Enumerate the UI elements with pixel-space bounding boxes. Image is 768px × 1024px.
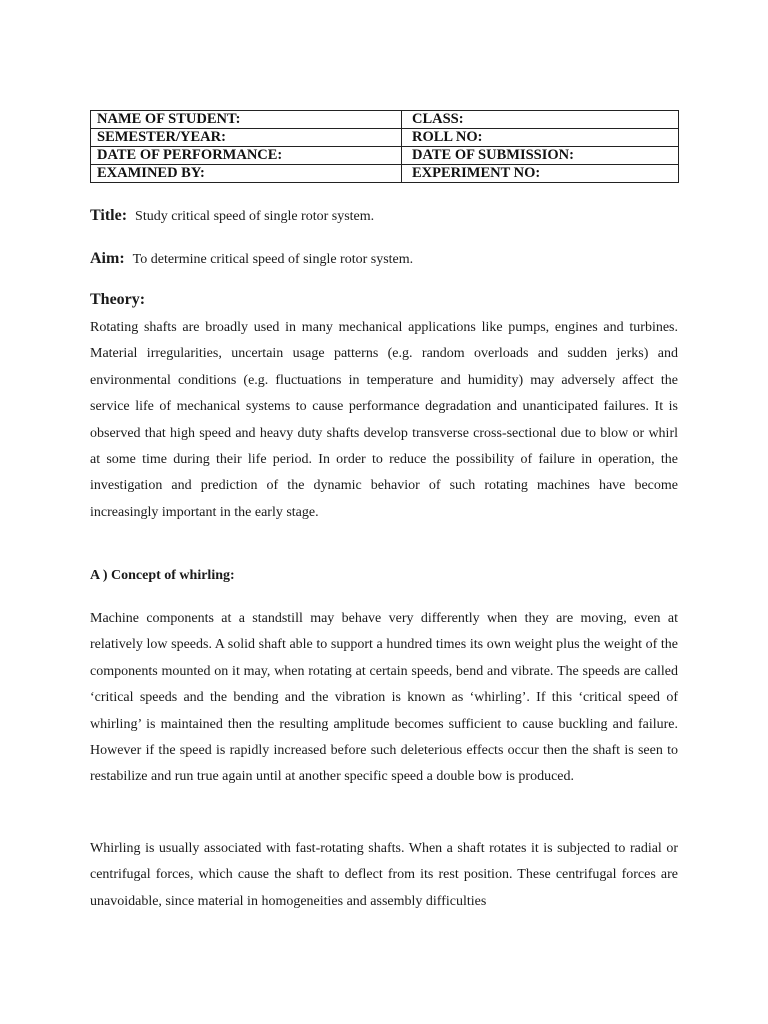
experiment-no-cell: EXPERIMENT NO: <box>402 165 679 183</box>
table-row <box>91 129 679 147</box>
name-of-student-cell: NAME OF STUDENT: <box>91 111 402 129</box>
table-row <box>91 147 679 165</box>
examined-by-cell: EXAMINED BY: <box>91 165 402 183</box>
whirling-paragraph-1: Machine components at a standstill may behave very differently when they are moving, even at relatively low speeds. A solid shaft able to support a hundred times its own weight plus the weight of the components mounted on it may, when rotating at certain speeds, bend and vibrate. The speeds are called ‘critical speeds and the bending and the vibration is known as ‘whirling’. If this ‘critical speed of whirling’ is maintained then the resulting amplitude becomes sufficient to cause buckling and failure. However if the speed is rapidly increased before such deleterious effects occur then the shaft is seen to restabilize and run true again until at another specific speed a double bow is produced. <box>90 611 678 785</box>
title-text: Study critical speed of single rotor system. <box>135 209 375 224</box>
student-info-table <box>90 110 679 183</box>
title-line <box>90 207 374 225</box>
date-of-submission-cell: DATE OF SUBMISSION: <box>402 147 679 165</box>
roll-no-cell: ROLL NO: <box>402 129 679 147</box>
date-of-performance-cell: DATE OF PERFORMANCE: <box>91 147 402 165</box>
title-label: Title: <box>90 207 128 224</box>
theory-paragraph: Rotating shafts are broadly used in many mechanical applications like pumps, engines and turbines. Material irregularities, uncertain usage patterns (e.g. random overloads and sudden jerks) and environmental conditions (e.g. fluctuations in temperature and humidity) may adversely affect the service life of mechanical systems to cause performance degradation and unanticipated failures. It is observed that high speed and heavy duty shafts develop transverse cross-sectional due to blow or whirl at some time during their life period. In order to reduce the possibility of failure in operation, the investigation and prediction of the dynamic behavior of such rotating machines have become increasingly important in the early stage. <box>90 320 678 520</box>
table-row <box>91 165 679 183</box>
aim-line <box>90 250 413 268</box>
semester-year-cell: SEMESTER/YEAR: <box>91 129 402 147</box>
aim-text: To determine critical speed of single rotor system. <box>132 252 414 267</box>
whirling-paragraph-2: Whirling is usually associated with fast-rotating shafts. When a shaft rotates it is subjected to radial or centrifugal forces, which cause the shaft to deflect from its rest position. These centrifugal forces are unavoidable, since material in homogeneities and assembly difficulties <box>90 841 678 909</box>
aim-label: Aim: <box>90 250 125 267</box>
table-row <box>91 111 679 129</box>
theory-heading: Theory: <box>90 291 146 308</box>
concept-heading: A ) Concept of whirling: <box>90 568 235 583</box>
class-cell: CLASS: <box>402 111 679 129</box>
